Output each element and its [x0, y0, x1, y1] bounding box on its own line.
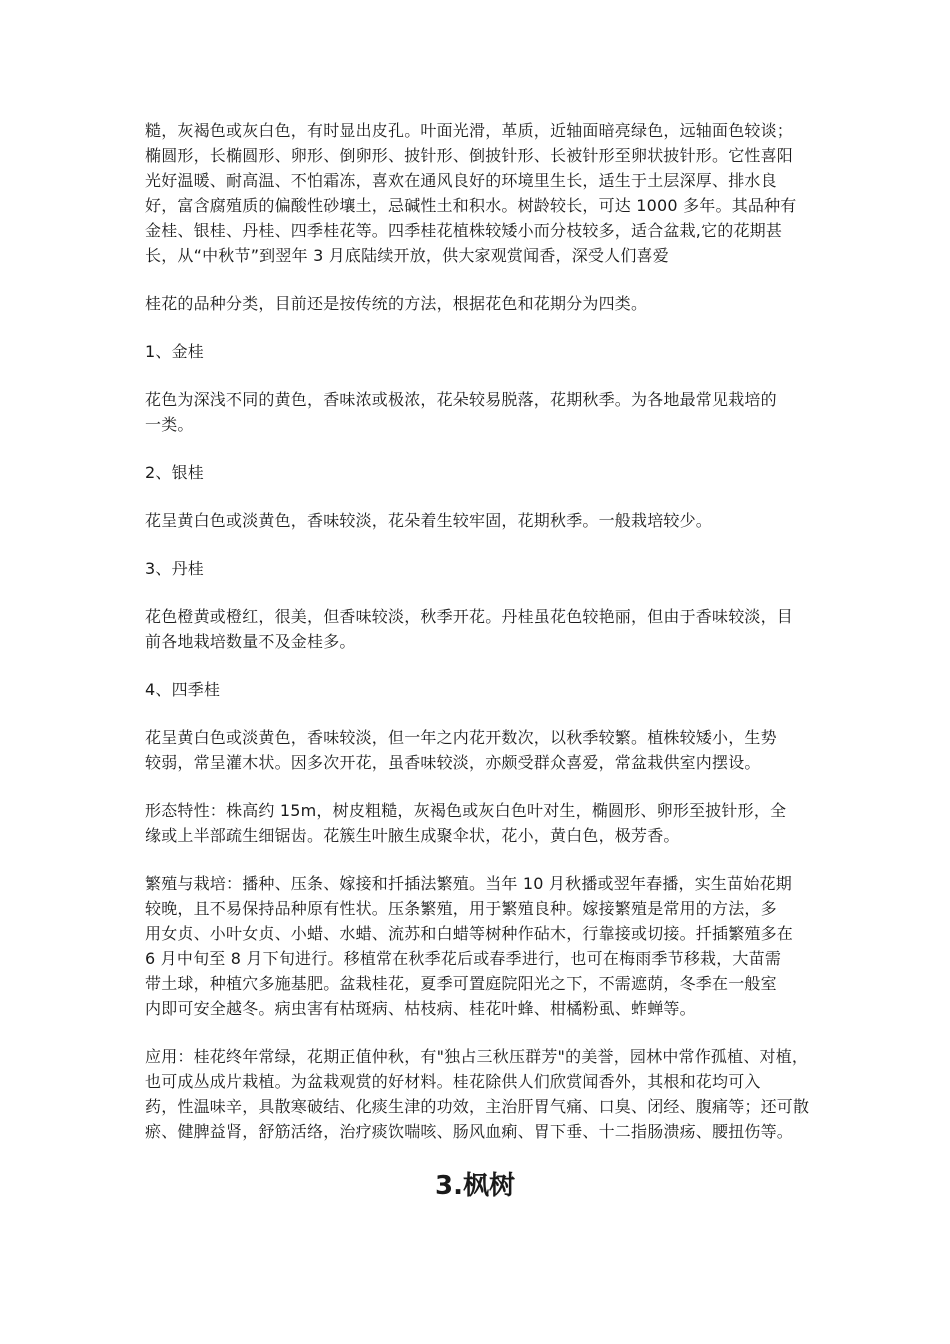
subheading-sijigui: 4、四季桂 [145, 680, 221, 699]
text-line: 金桂、银桂、丹桂、四季桂花等。四季桂花植株较矮小而分枝较多，适合盆栽,它的花期甚 [145, 221, 783, 240]
paragraph-description [145, 118, 810, 268]
text-line: 瘀、健脾益肾，舒筋活络，治疗痰饮喘咳、肠风血痢、胃下垂、十二指肠溃疡、腰扭伤等。 [145, 1122, 794, 1141]
section-heading: 3.枫树 [435, 1171, 515, 1201]
subheading-jingui: 1、金桂 [145, 342, 204, 361]
text-line: 较晚，且不易保持品种原有性状。压条繁殖，用于繁殖良种。嫁接繁殖是常用的方法，多 [145, 899, 777, 918]
paragraph-cultivation [145, 871, 810, 1021]
paragraph-classification: 桂花的品种分类，目前还是按传统的方法，根据花色和花期分为四类。 [145, 294, 648, 313]
text-line: 用女贞、小叶女贞、小蜡、水蜡、流苏和白蜡等树种作砧木，行靠接或切接。扦插繁殖多在 [145, 924, 794, 943]
text-line: 好，富含腐殖质的偏酸性砂壤土，忌碱性土和积水。树龄较长，可达 1000 多年。其品种有 [145, 196, 797, 215]
subheading-yingui: 2、银桂 [145, 463, 204, 482]
text-line: 花呈黄白色或淡黄色，香味较淡，但一年之内花开数次，以秋季较繁。植株较矮小，生势 [145, 728, 777, 747]
paragraph-dangui [145, 604, 810, 654]
subheading-dangui: 3、丹桂 [145, 559, 204, 578]
text-line: 6 月中旬至 8 月下旬进行。移植常在秋季花后或春季进行，也可在梅雨季节移栽，大苗需 [145, 949, 782, 968]
text-line: 一类。 [145, 415, 194, 434]
text-line: 应用：桂花终年常绿，花期正值仲秋，有"独占三秋压群芳"的美誉，园林中常作孤植、对植， [145, 1047, 809, 1066]
text-line: 椭圆形，长椭圆形、卵形、倒卵形、披针形、倒披针形、长被针形至卵状披针形。它性喜阳 [145, 146, 794, 165]
text-line: 带土球，种植穴多施基肥。盆栽桂花，夏季可置庭院阳光之下，不需遮荫，冬季在一般室 [145, 974, 777, 993]
text-line: 花色为深浅不同的黄色，香味浓或极浓，花朵较易脱落，花期秋季。为各地最常见栽培的 [145, 390, 777, 409]
text-line: 繁殖与栽培：播种、压条、嫁接和扦插法繁殖。当年 10 月秋播或翌年春播，实生苗始花期 [145, 874, 792, 893]
paragraph-sijigui [145, 725, 810, 775]
text-line: 形态特性：株高约 15m，树皮粗糙，灰褐色或灰白色叶对生，椭圆形、卵形至披针形，全 [145, 801, 787, 820]
text-line: 长，从“中秋节”到翌年 3 月底陆续开放，供大家观赏闻香，深受人们喜爱 [145, 246, 669, 265]
paragraph-jingui [145, 387, 810, 437]
text-line: 花色橙黄或橙红，很美，但香味较淡，秋季开花。丹桂虽花色较艳丽，但由于香味较淡，目 [145, 607, 794, 626]
text-line: 也可成丛成片栽植。为盆栽观赏的好材料。桂花除供人们欣赏闻香外，其根和花均可入 [145, 1072, 761, 1091]
paragraph-yingui: 花呈黄白色或淡黄色，香味较淡，花朵着生较牢固，花期秋季。一般栽培较少。 [145, 511, 713, 530]
document-body [145, 118, 810, 1144]
text-line: 较弱，常呈灌木状。因多次开花，虽香味较淡，亦颇受群众喜爱，常盆栽供室内摆设。 [145, 753, 761, 772]
text-line: 内即可安全越冬。病虫害有枯斑病、枯枝病、桂花叶蜂、柑橘粉虱、蚱蝉等。 [145, 999, 696, 1018]
text-line: 药，性温味辛，具散寒破结、化痰生津的功效，主治肝胃气痛、口臭、闭经、腹痛等；还可散 [145, 1097, 810, 1116]
paragraph-morphology [145, 798, 810, 848]
paragraph-application [145, 1044, 810, 1144]
text-line: 前各地栽培数量不及金桂多。 [145, 632, 356, 651]
text-line: 光好温暖、耐高温、不怕霜冻，喜欢在通风良好的环境里生长，适生于土层深厚、排水良 [145, 171, 777, 190]
text-line: 缘或上半部疏生细锯齿。花簇生叶腋生成聚伞状，花小，黄白色，极芳香。 [145, 826, 680, 845]
text-line: 糙，灰褐色或灰白色，有时显出皮孔。叶面光滑，革质，近轴面暗亮绿色，远轴面色较谈； [145, 121, 794, 140]
